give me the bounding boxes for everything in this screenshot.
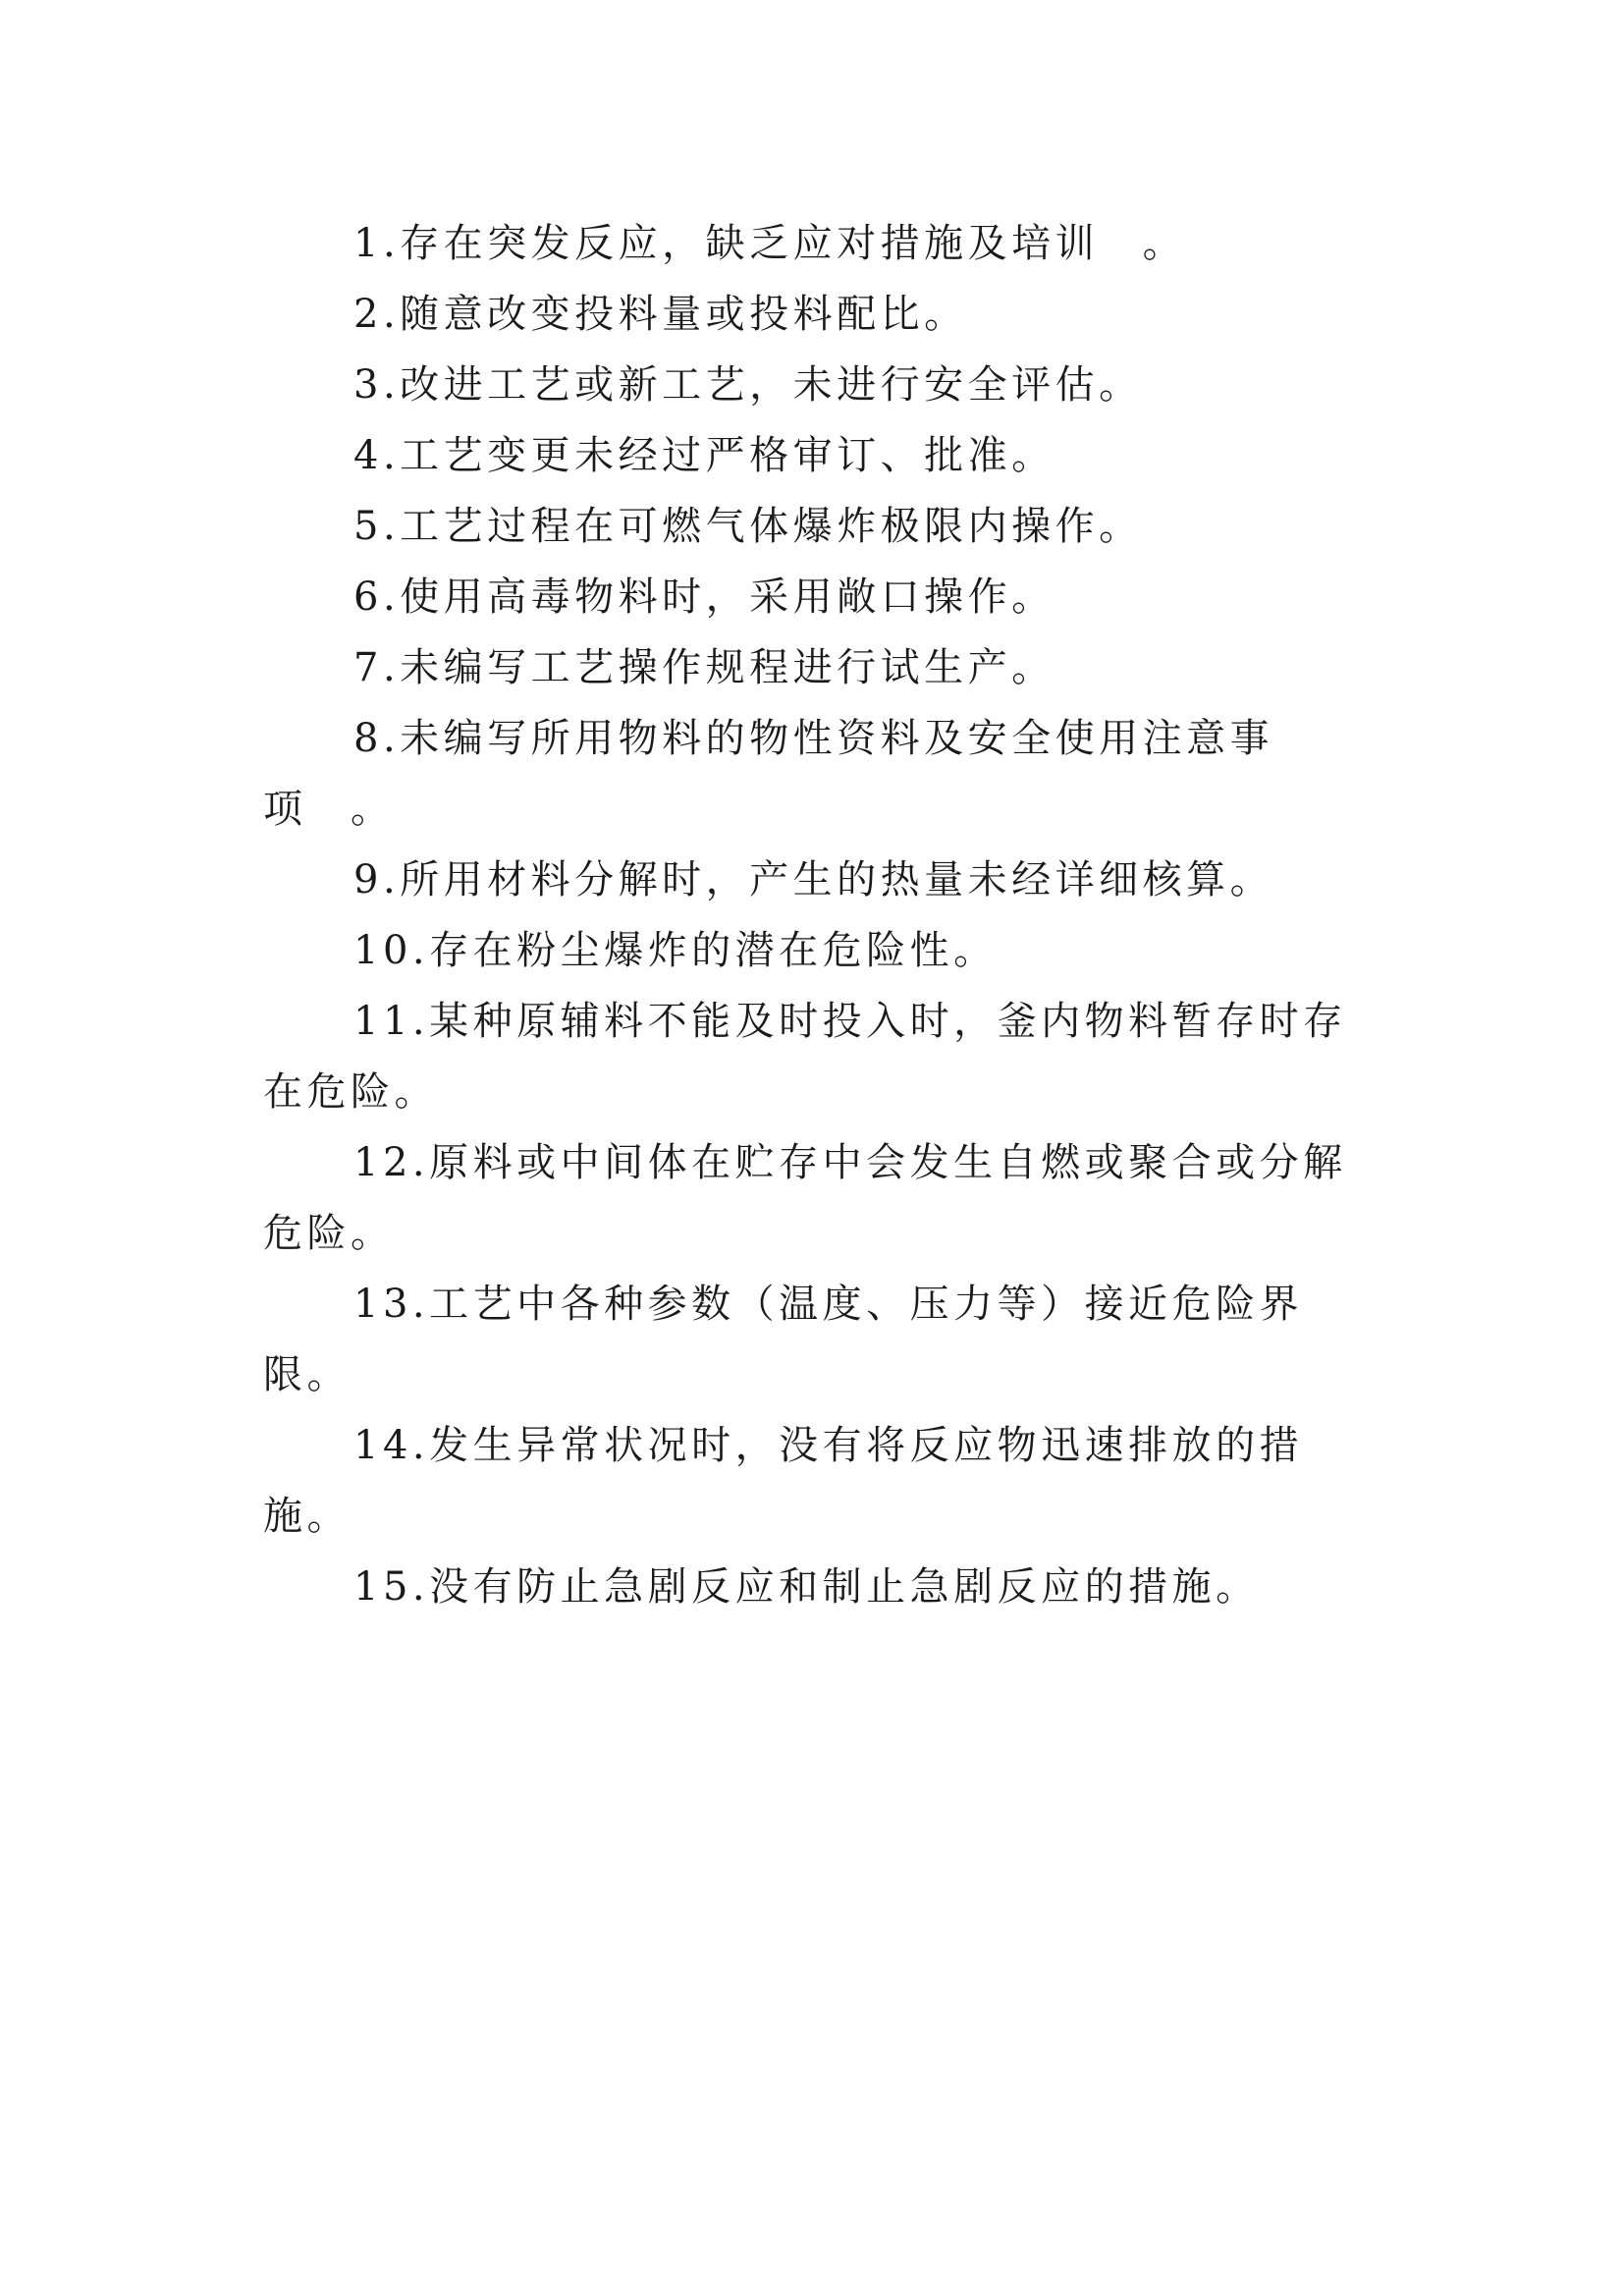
list-item: 8.未编写所用物料的物性资料及安全使用注意事项 。 bbox=[263, 716, 1274, 832]
list-item: 15.没有防止急剧反应和制止急剧反应的措施。 bbox=[353, 1564, 1260, 1610]
list-item: 1.存在突发反应，缺乏应对措施及培训 。 bbox=[353, 221, 1187, 266]
list-item: 13.工艺中各种参数（温度、压力等）接近危险界限。 bbox=[263, 1282, 1304, 1397]
list-item: 12.原料或中间体在贮存中会发生自燃或聚合或分解危险。 bbox=[263, 1140, 1347, 1256]
list-item: 11.某种原辅料不能及时投入时，釜内物料暂存时存在危险。 bbox=[263, 999, 1347, 1115]
list-item: 3.改进工艺或新工艺，未进行安全评估。 bbox=[353, 362, 1143, 408]
list-item: 7.未编写工艺操作规程进行试生产。 bbox=[353, 645, 1055, 690]
hazard-list bbox=[263, 208, 1373, 1622]
list-item: 14.发生异常状况时，没有将反应物迅速排放的措施。 bbox=[263, 1423, 1304, 1539]
list-item: 10.存在粉尘爆炸的潜在危险性。 bbox=[353, 928, 998, 973]
list-item: 2.随意改变投料量或投料配比。 bbox=[353, 292, 968, 337]
list-item: 5.工艺过程在可燃气体爆炸极限内操作。 bbox=[353, 504, 1143, 549]
list-item: 9.所用材料分解时，产生的热量未经详细核算。 bbox=[353, 857, 1274, 902]
list-item: 4.工艺变更未经过严格审订、批准。 bbox=[353, 433, 1055, 478]
list-item: 6.使用高毒物料时，采用敞口操作。 bbox=[353, 574, 1055, 620]
